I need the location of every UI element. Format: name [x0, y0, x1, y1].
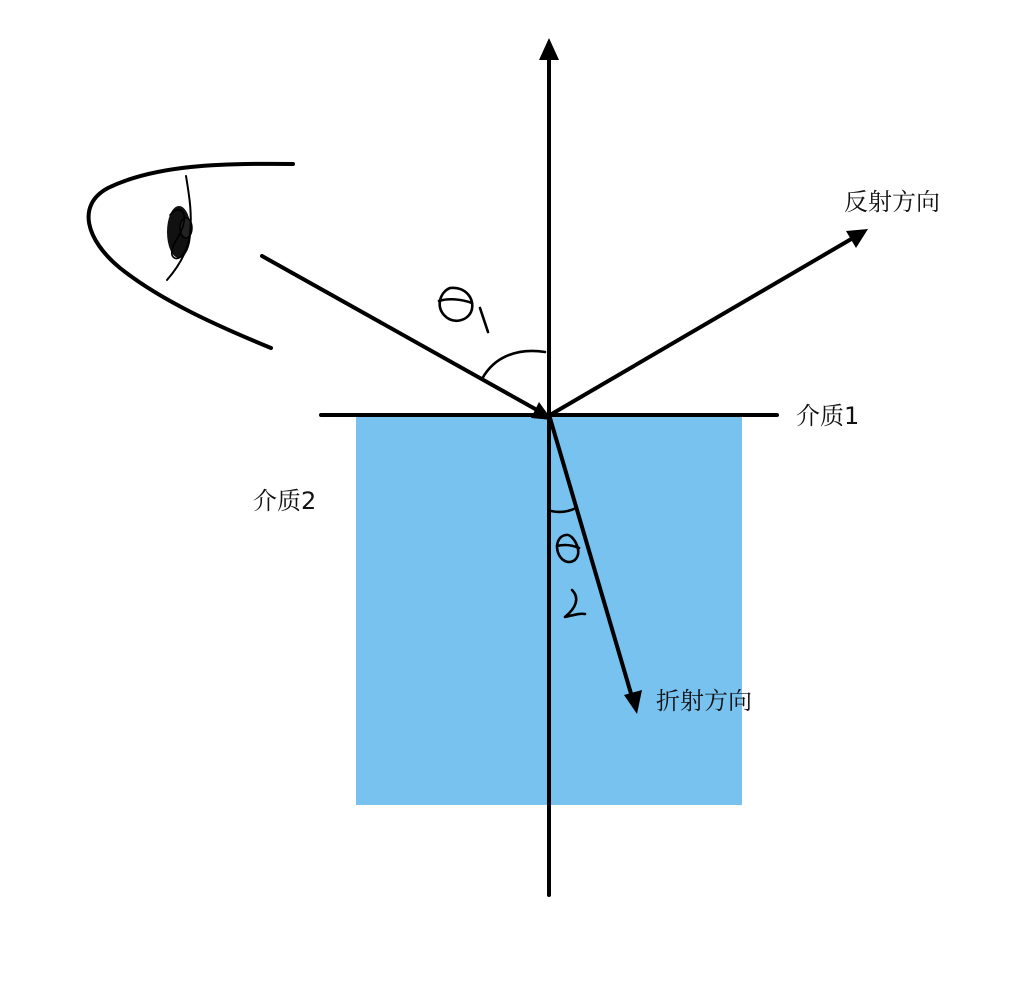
- incident-ray: [262, 256, 537, 410]
- normal-axis-arrowhead: [539, 38, 559, 60]
- medium1-label: 介质1: [796, 402, 860, 430]
- theta1-arc: [482, 351, 545, 379]
- theta1-symbol: [439, 288, 488, 332]
- medium2-label: 介质2: [253, 487, 317, 515]
- eye-pupil: [167, 176, 192, 280]
- refraction-direction-label: 折射方向: [656, 687, 752, 715]
- reflected-ray: [550, 238, 853, 415]
- reflection-direction-label: 反射方向: [844, 188, 940, 216]
